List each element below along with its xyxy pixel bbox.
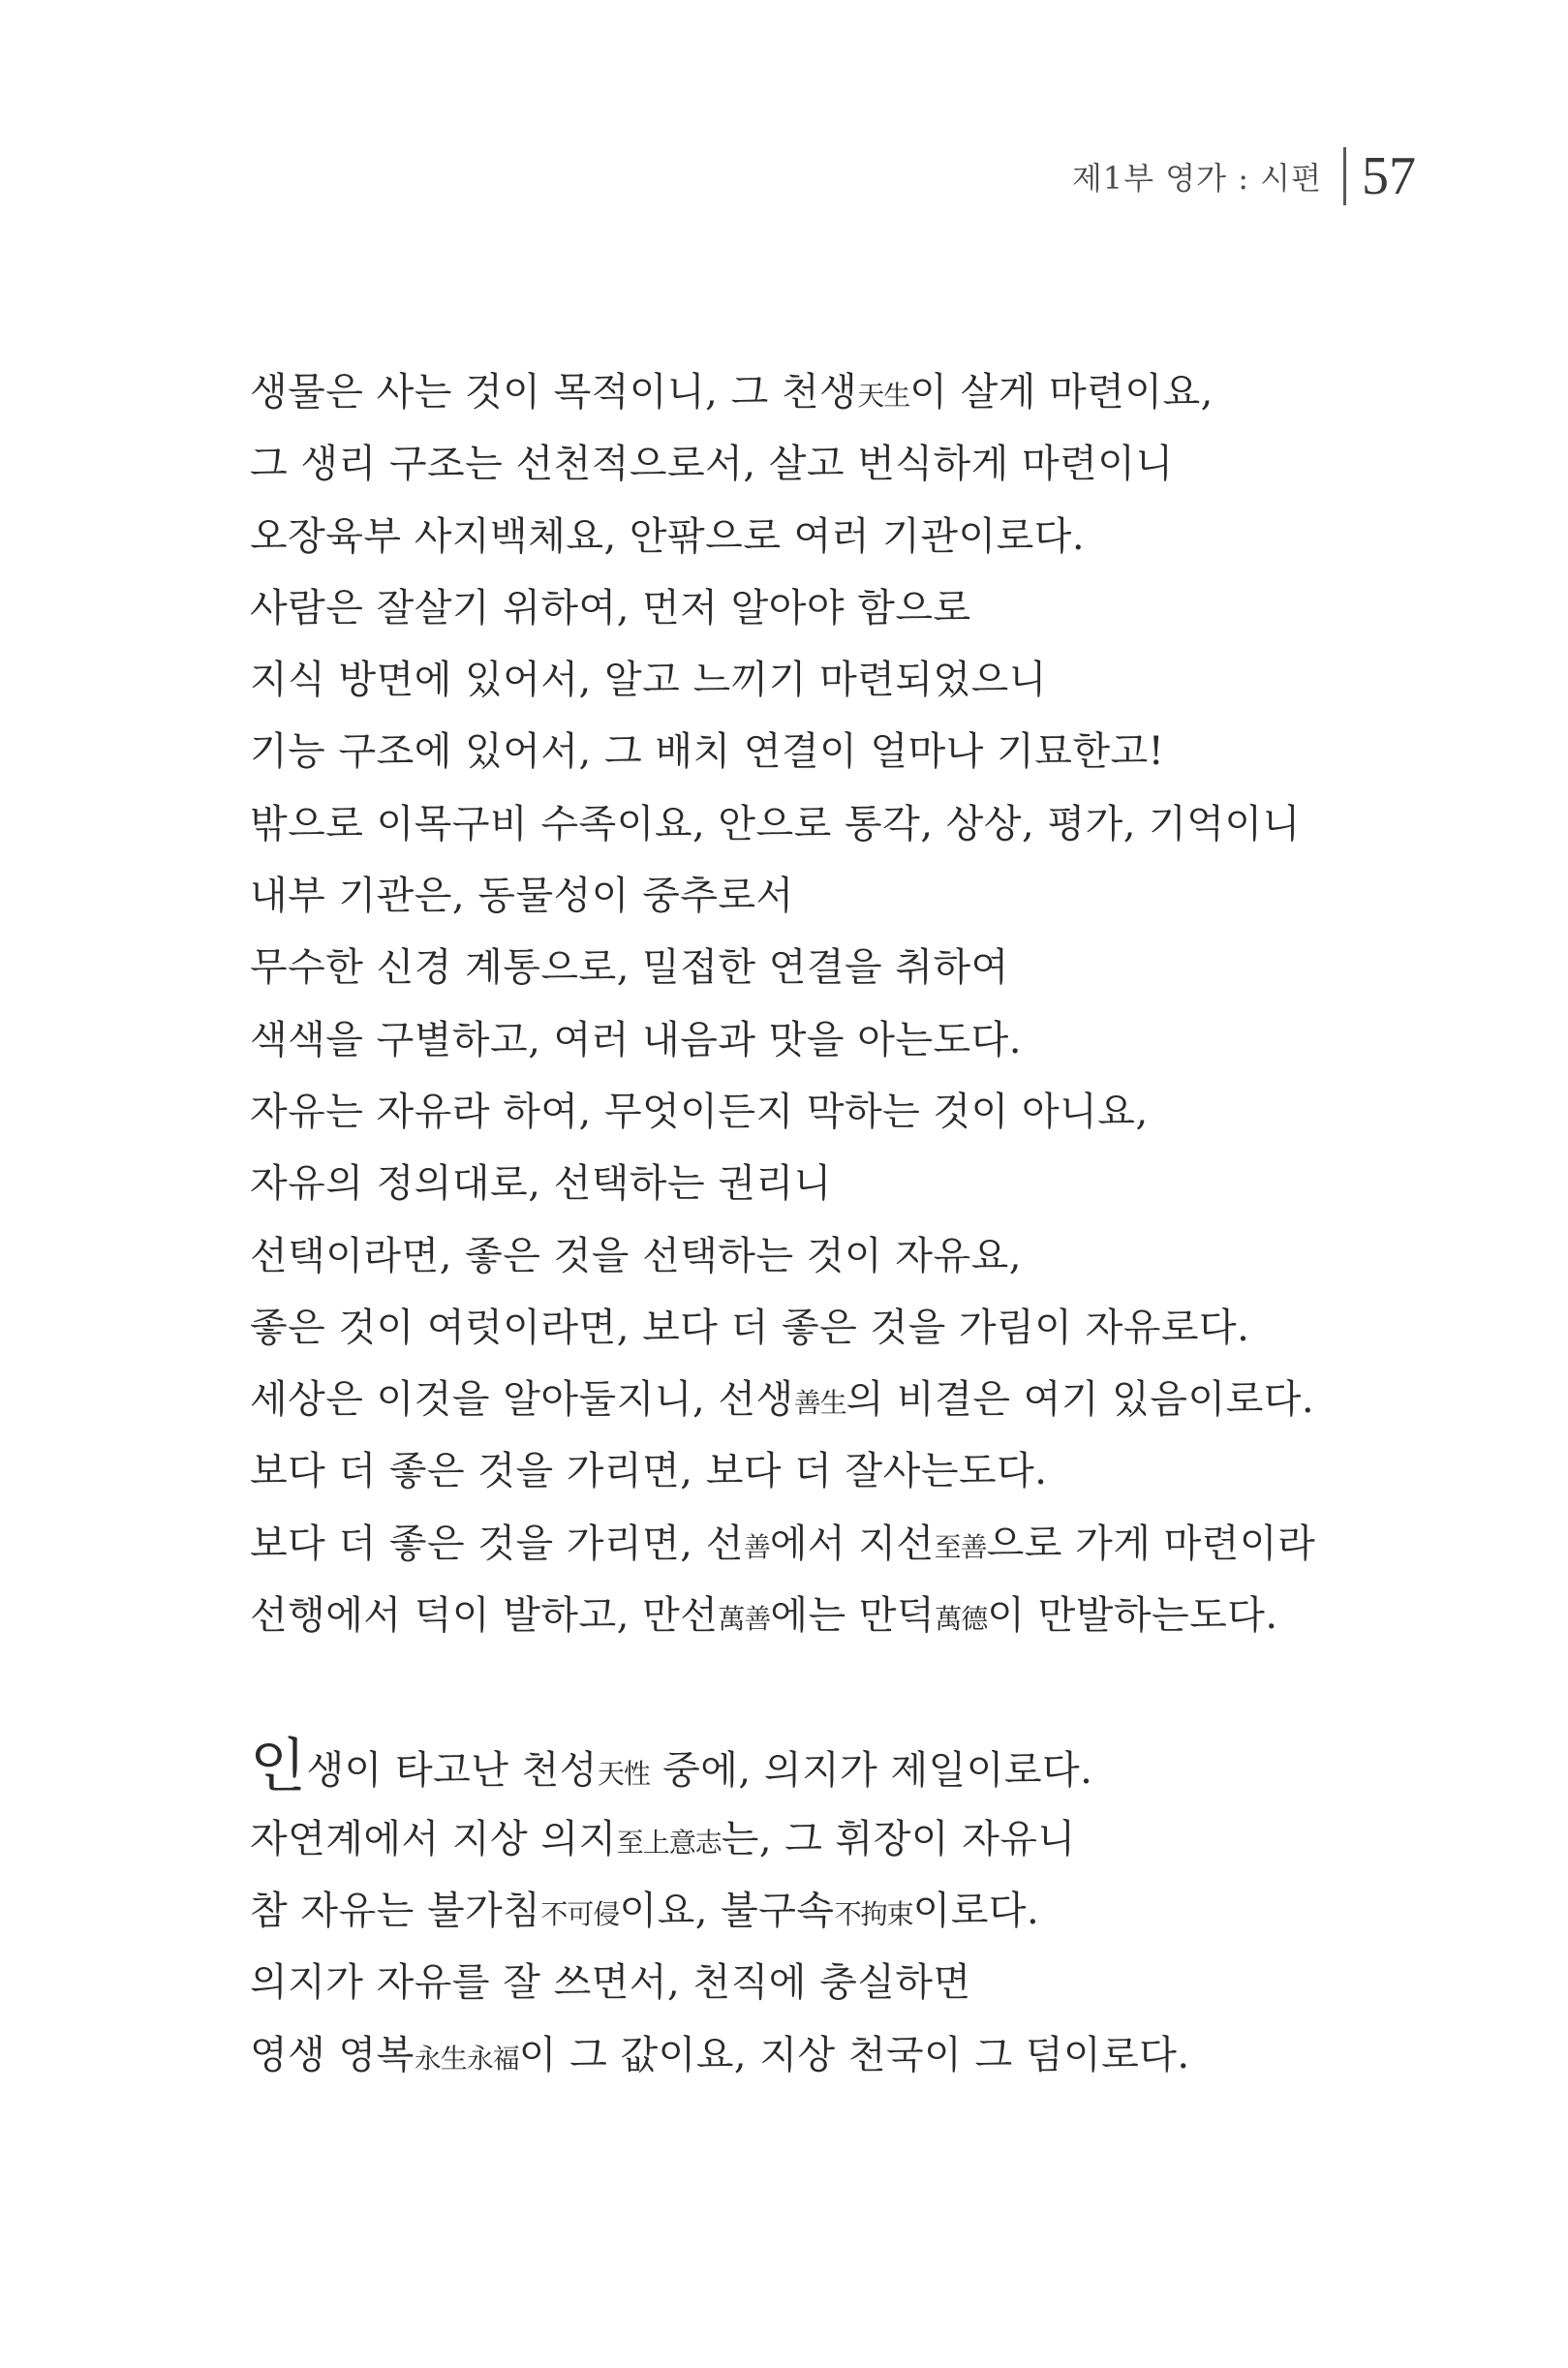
poem-line: [250, 1220, 1431, 1292]
line-text: 생물은 사는 것이 목적이니, 그 천생: [250, 370, 858, 415]
poem-line: [250, 1875, 1431, 1947]
poem-body: [250, 356, 1431, 2091]
poem-line: [250, 2019, 1431, 2091]
line-text: 보다 더 좋은 것을 가리면, 선: [250, 1521, 744, 1566]
poem-line: [250, 1076, 1431, 1148]
line-text: 생이 타고난 천성: [306, 1748, 598, 1794]
line-text: 이 살게 마련이요,: [909, 370, 1214, 415]
poem-line: [250, 860, 1431, 932]
line-text: 선행에서 덕이 발하고, 만선: [250, 1593, 719, 1639]
line-text: 보다 더 좋은 것을 가리면, 보다 더 잘사는도다.: [250, 1449, 1048, 1494]
stanza: [250, 1731, 1431, 2090]
hanja-annotation: 天性: [597, 1758, 650, 1791]
poem-line: [250, 1435, 1431, 1507]
stanza-initial: 인: [250, 1733, 307, 1801]
line-text: 기능 구조에 있어서, 그 배치 연결이 얼마나 기묘한고!: [250, 729, 1165, 775]
poem-line: [250, 716, 1431, 787]
poem-line: [250, 932, 1431, 1003]
line-text: 밖으로 이목구비 수족이요, 안으로 통각, 상상, 평가, 기억이니: [250, 801, 1301, 846]
poem-line: [250, 1803, 1431, 1875]
hanja-annotation: 善生: [793, 1387, 846, 1420]
line-text: 이요, 불구속: [619, 1888, 835, 1933]
hanja-annotation: 不拘束: [834, 1897, 913, 1930]
line-text: 자연계에서 지상 의지: [250, 1816, 617, 1861]
poem-line: [250, 644, 1431, 716]
hanja-annotation: 不可侵: [540, 1897, 620, 1930]
poem-line: [250, 1364, 1431, 1435]
line-text: 자유는 자유라 하여, 무엇이든지 막하는 것이 아니요,: [250, 1089, 1149, 1134]
hanja-annotation: 善: [743, 1530, 770, 1563]
poem-line: [250, 1731, 1431, 1802]
line-text: 좋은 것이 여럿이라면, 보다 더 좋은 것을 가림이 자유로다.: [250, 1305, 1250, 1350]
poem-line: [250, 572, 1431, 644]
line-text: 색색을 구별하고, 여러 내음과 맛을 아는도다.: [250, 1017, 1023, 1062]
line-text: 참 자유는 불가침: [250, 1888, 541, 1933]
hanja-annotation: 萬善: [718, 1603, 771, 1636]
poem-line: [250, 1508, 1431, 1580]
hanja-annotation: 萬德: [935, 1603, 988, 1636]
line-text: 이로다.: [912, 1888, 1040, 1933]
line-text: 의 비결은 여기 있음이로다.: [845, 1377, 1315, 1423]
line-text: 에서 지선: [769, 1521, 935, 1566]
hanja-annotation: 至上意志: [616, 1826, 722, 1859]
line-text: 중에, 의지가 제일이로다.: [649, 1748, 1093, 1794]
line-text: 무수한 신경 계통으로, 밀접한 연결을 취하여: [250, 945, 1009, 991]
running-header: [1072, 145, 1416, 207]
poem-line: [250, 356, 1431, 428]
line-text: 선택이라면, 좋은 것을 선택하는 것이 자유요,: [250, 1233, 1023, 1278]
poem-line: [250, 1148, 1431, 1219]
line-text: 그 생리 구조는 선천적으로서, 살고 번식하게 마련이니: [250, 442, 1174, 487]
poem-line: [250, 1004, 1431, 1076]
running-header-section-title: 제1부 영가 : 시편: [1071, 160, 1322, 197]
page-number: 57: [1362, 146, 1416, 206]
line-text: 세상은 이것을 알아둘지니, 선생: [250, 1377, 794, 1423]
line-text: 이 그 값이요, 지상 천국이 그 덤이로다.: [518, 2032, 1190, 2077]
line-text: 에는 만덕: [770, 1593, 936, 1639]
poem-line: [250, 1947, 1431, 2018]
hanja-annotation: 永生永福: [414, 2042, 519, 2075]
line-text: 이 만발하는도다.: [987, 1593, 1278, 1639]
poem-line: [250, 788, 1431, 860]
poem-line: [250, 501, 1431, 572]
line-text: 사람은 잘살기 위하여, 먼저 알아야 함으로: [250, 585, 971, 630]
header-divider: [1343, 147, 1346, 205]
stanza: [250, 356, 1431, 1651]
hanja-annotation: 至善: [934, 1530, 987, 1563]
poem-line: [250, 1292, 1431, 1364]
line-text: 의지가 자유를 잘 쓰면서, 천직에 충실하면: [250, 1960, 971, 2006]
poem-line: [250, 1580, 1431, 1651]
hanja-annotation: 天生: [857, 380, 910, 412]
poem-line: [250, 428, 1431, 500]
line-text: 영생 영복: [250, 2032, 415, 2077]
line-text: 지식 방면에 있어서, 알고 느끼기 마련되었으니: [250, 658, 1047, 703]
line-text: 자유의 정의대로, 선택하는 권리니: [250, 1161, 832, 1207]
line-text: 내부 기관은, 동물성이 중추로서: [250, 874, 794, 919]
line-text: 오장육부 사지백체요, 안팎으로 여러 기관이로다.: [250, 513, 1086, 559]
line-text: 으로 가게 마련이라: [986, 1521, 1316, 1566]
line-text: 는, 그 휘장이 자유니: [721, 1816, 1076, 1861]
